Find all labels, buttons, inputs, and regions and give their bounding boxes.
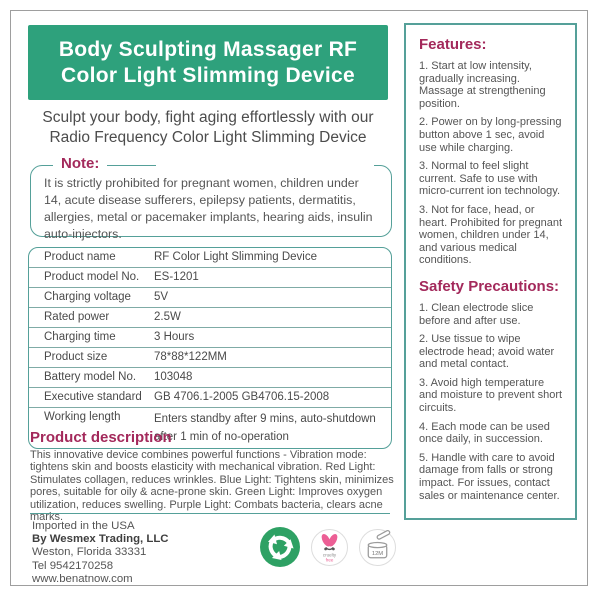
product-description-heading: Product description: [30, 429, 172, 446]
company-website: www.benatnow.com: [32, 572, 133, 585]
certification-icons: [260, 527, 396, 567]
product-title-banner: [28, 25, 388, 100]
safety-item: 3. Avoid high temperature and moisture to prevent short circuits.: [419, 376, 563, 415]
imported-line: Imported in the USA: [32, 520, 135, 532]
spec-value: 2.5W: [154, 311, 181, 323]
company-name: By Wesmex Trading, LLC: [32, 533, 169, 546]
tagline-line1: Sculpt your body, fight aging effortlessly with our: [42, 109, 374, 126]
table-row: [29, 308, 391, 328]
free-label: free: [325, 557, 334, 563]
spec-label: Product name: [44, 251, 116, 263]
product-title-line1: Body Sculpting Massager RF: [58, 37, 358, 61]
table-row: [29, 328, 391, 348]
safety-precautions-heading: Safety Precautions:: [419, 277, 560, 295]
feature-item: 1. Start at low intensity, gradually increasing. Massage at strengthening position.: [419, 60, 546, 110]
spec-label: Product size: [44, 351, 108, 363]
spec-table: [28, 247, 392, 449]
spec-value: GB 4706.1-2005 GB4706.15-2008: [154, 391, 330, 403]
spec-label: Rated power: [44, 311, 110, 323]
safety-item: 1. Clean electrode slice before and after use.: [419, 301, 534, 327]
product-title-line2: Color Light Slimming Device: [61, 63, 355, 87]
pao-duration-label: 12M: [371, 550, 384, 557]
safety-item: 2. Use tissue to wipe electrode head; avoid water and metal contact.: [419, 333, 555, 371]
cruelty-label: cruelty: [322, 552, 337, 558]
note-box: [30, 155, 392, 241]
tagline: [14, 108, 402, 148]
table-row: [29, 248, 391, 268]
feature-item: 2. Power on by long-pressing button above 1 sec, avoid use while charging.: [419, 116, 562, 154]
period-after-opening-icon: [359, 529, 396, 566]
table-row: [29, 268, 391, 288]
feature-item: 3. Not for face, head, or heart. Prohibited for pregnant women, children under 14, and various medical conditions.: [419, 203, 563, 267]
product-description-text: This innovative device combines powerful functions - Vibration mode: tightens skin and boosts elasticity with mechanical vibration. Red Light: Stimulates collagen, reduces wrinkles. Blue Light: Tightens skin, minimizes pores, suitable for oily & acne-prone skin. Green Light: Improves oxygen utilization, reduces swelling. Purple Light: Combats bacteria, clears acne marks.: [30, 449, 394, 524]
features-safety-panel: [404, 23, 577, 520]
company-address: Weston, Florida 33331: [32, 546, 147, 559]
spec-value: 78*88*122MM: [154, 351, 227, 363]
spec-label: Working length: [44, 411, 121, 423]
spec-value: 5V: [154, 291, 169, 303]
table-row: [29, 368, 391, 388]
safety-item: 4. Each mode can be used once daily, in succession.: [419, 420, 550, 446]
spec-value: RF Color Light Slimming Device: [154, 251, 317, 263]
footer-divider: [30, 513, 390, 514]
spec-label: Charging time: [44, 331, 116, 343]
features-heading: Features:: [419, 36, 487, 53]
table-row: [29, 288, 391, 308]
tagline-line2: Radio Frequency Color Light Slimming Device: [49, 129, 367, 146]
cruelty-free-icon: [311, 529, 348, 566]
spec-value: 3 Hours: [154, 331, 195, 343]
spec-label: Charging voltage: [44, 291, 131, 303]
company-phone: Tel 9542170258: [32, 559, 114, 572]
note-heading: Note:: [53, 155, 107, 172]
spec-label: Battery model No.: [44, 371, 137, 383]
note-border-gap: [156, 164, 374, 168]
note-text: It is strictly prohibited for pregnant women, children under 14, acute disease sufferers, epilepsy patients, dermatitis, allergies, metal or pacemaker implants, hearing aids, insulin auto-injectors.: [44, 176, 373, 241]
safety-item: 5. Handle with care to avoid damage from falls or strong impact. For issues, contact sales or maintenance center.: [419, 451, 560, 502]
spec-value: ES-1201: [154, 271, 199, 283]
importer-info: [32, 520, 169, 586]
spec-label: Executive standard: [44, 391, 142, 403]
recycle-icon: [260, 527, 300, 567]
table-row: [29, 348, 391, 368]
table-row: [29, 388, 391, 408]
spec-value: Enters standby after 9 mins, auto-shutdown after 1 min of no-operation: [154, 413, 376, 443]
spec-value: 103048: [154, 371, 193, 383]
feature-item: 3. Normal to feel slight current. Safe to use with micro-current ion technology.: [419, 160, 561, 198]
spec-label: Product model No.: [44, 271, 140, 283]
